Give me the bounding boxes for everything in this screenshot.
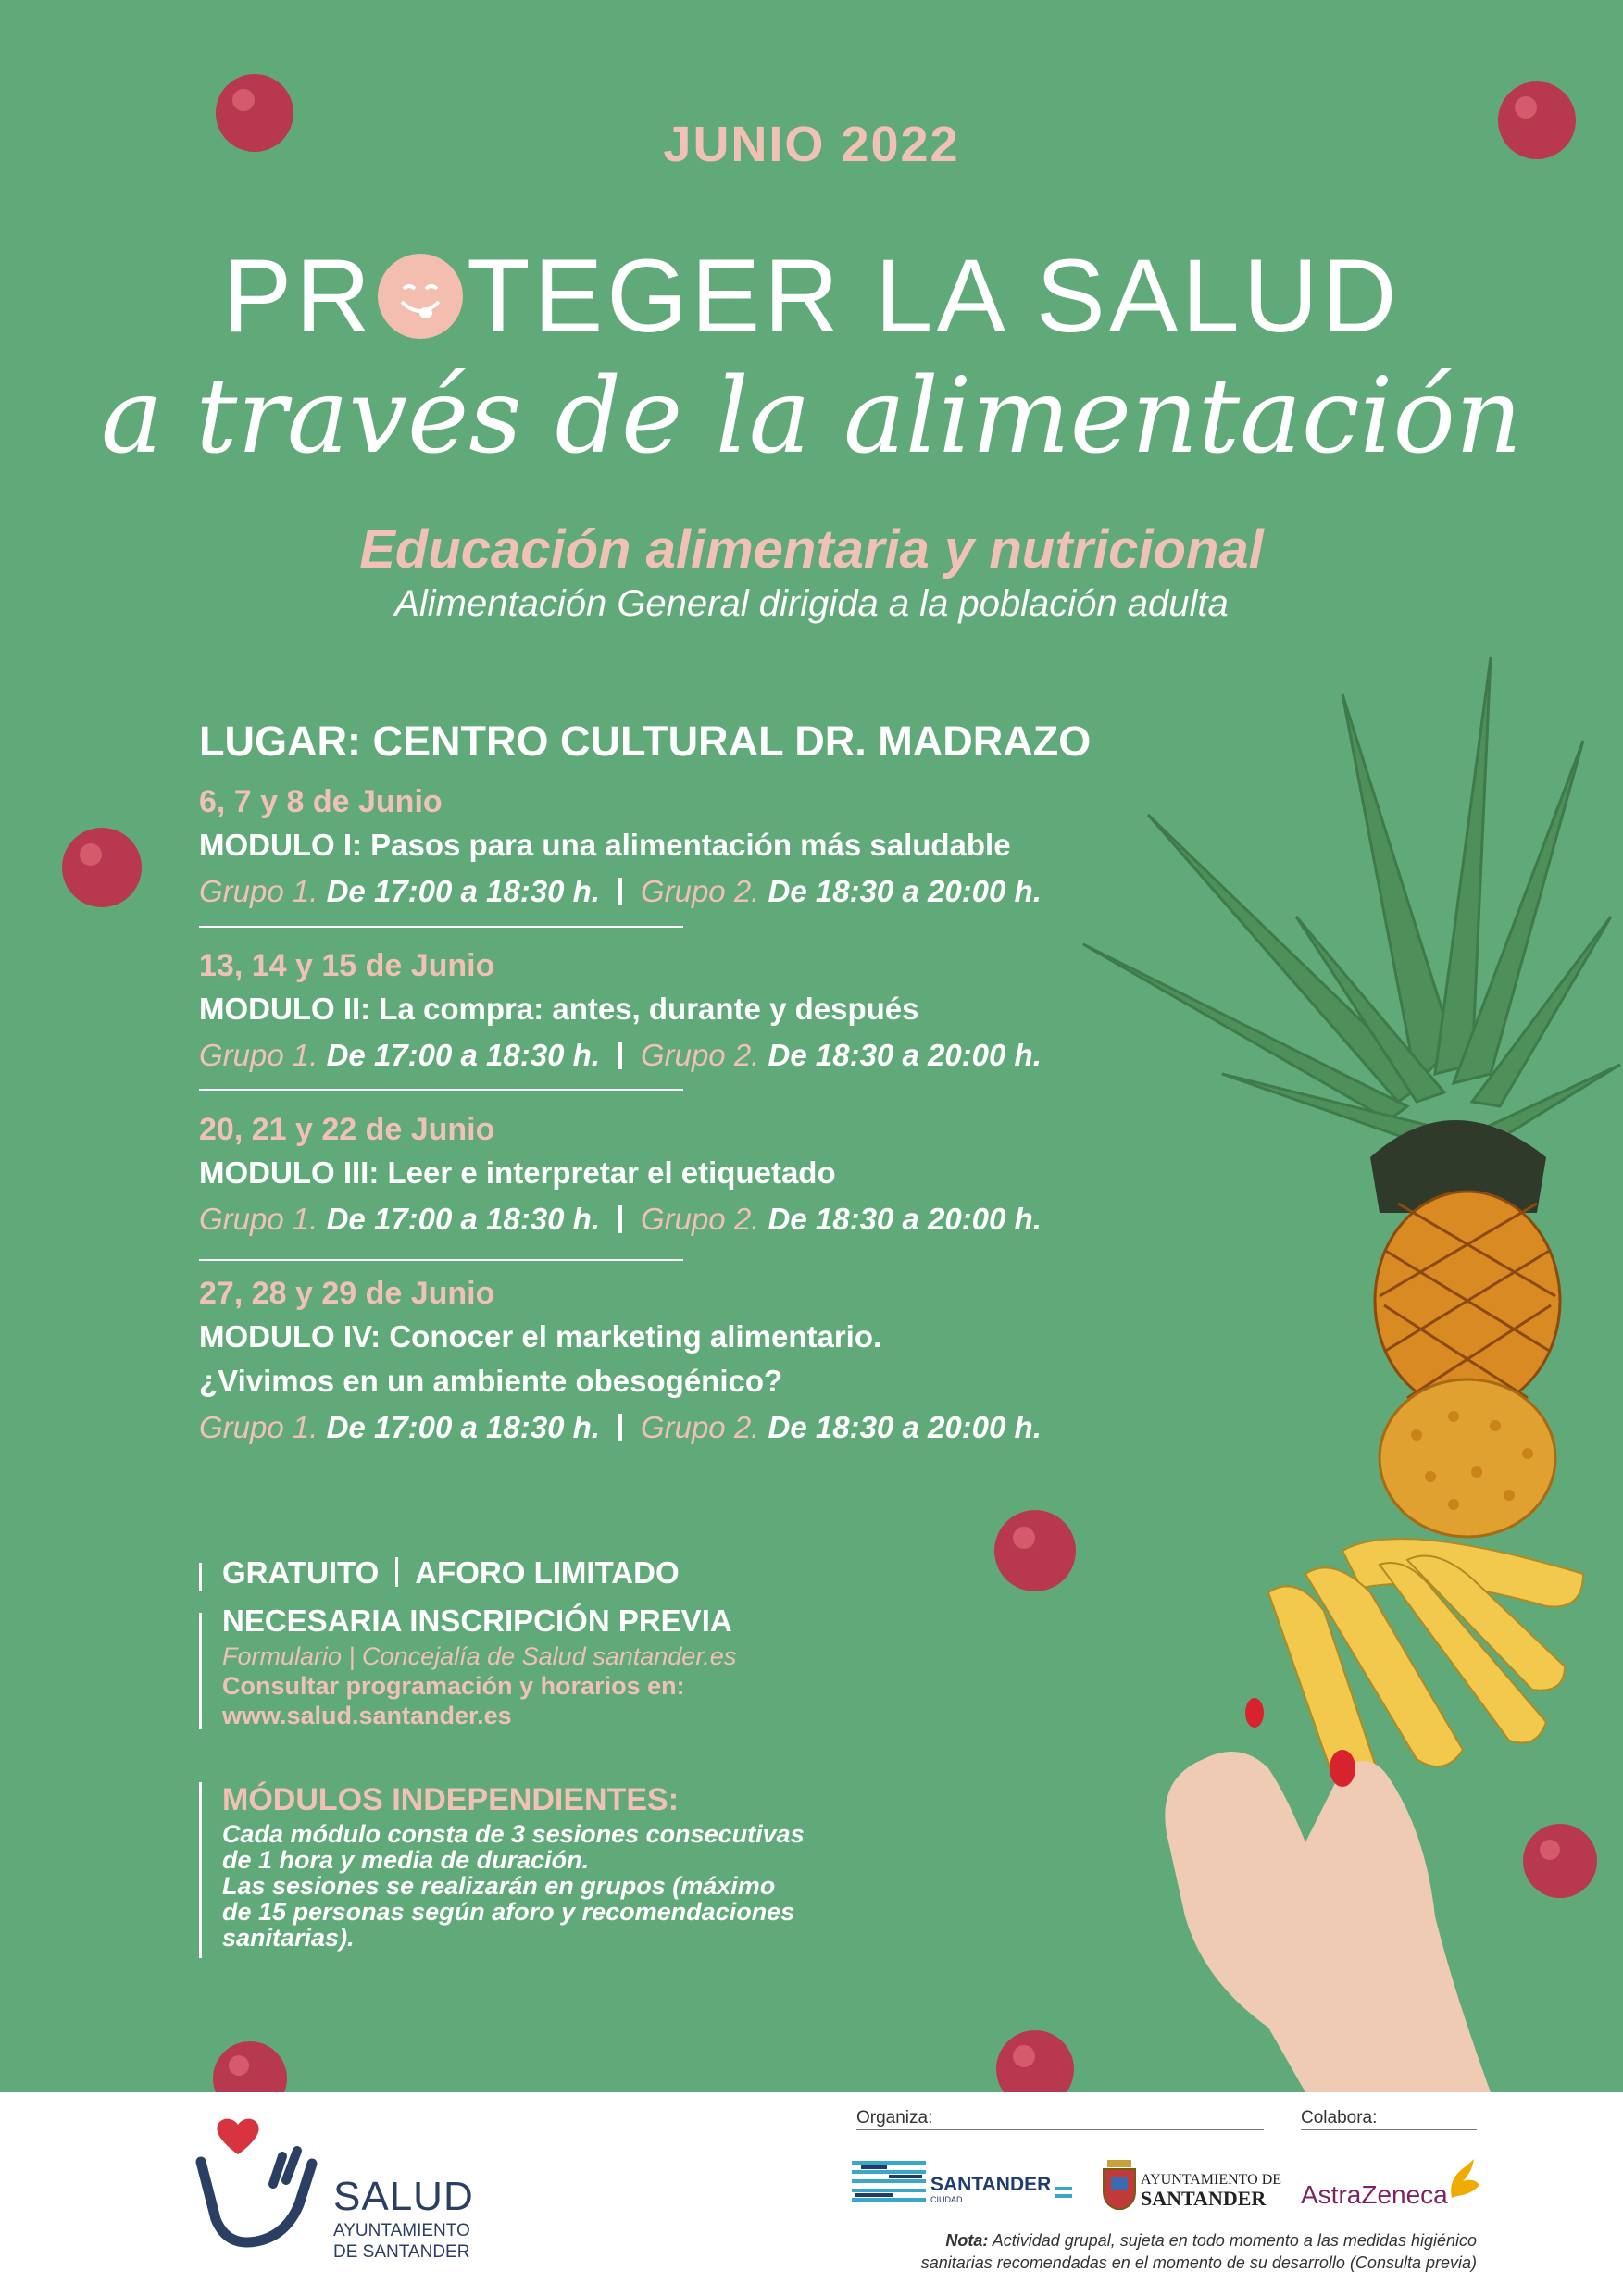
website-link[interactable]: www.salud.santander.es: [222, 1702, 512, 1729]
registration-required: NECESARIA INSCRIPCIÓN PREVIA: [222, 1603, 732, 1638]
module-2: [199, 944, 1199, 1079]
divider: [618, 1042, 622, 1069]
capacity-label: AFORO LIMITADO: [415, 1555, 680, 1590]
divider: [618, 1205, 622, 1233]
coat-of-arms-icon: [1102, 2160, 1137, 2210]
program-subheading: Alimentación General dirigida a la población adulta: [394, 583, 1229, 624]
independent-line: Las sesiones se realizarán en grupos (máximo: [222, 1872, 776, 1900]
group-1-time: De 17:00 a 18:30 h.: [326, 1202, 600, 1236]
group-2-label: Grupo 2.: [640, 1410, 760, 1444]
module-3: [199, 1108, 1199, 1243]
group-1-label: Grupo 1.: [199, 874, 318, 908]
santander-logo-subtext: CIUDAD: [930, 2195, 963, 2204]
module-4: [199, 1272, 1199, 1452]
module-title: MODULO IV: Conocer el marketing alimentario.: [199, 1319, 882, 1354]
script-subtitle: a través de la alimentación: [100, 356, 1523, 477]
group-2-label: Grupo 2.: [640, 1038, 760, 1072]
module-schedule: [199, 1404, 1199, 1452]
independent-line: sanitarias).: [222, 1924, 355, 1952]
astrazeneca-swirl-icon: [1446, 2157, 1481, 2202]
smiley-face-icon: [378, 254, 463, 339]
venue-heading: LUGAR: CENTRO CULTURAL DR. MADRAZO: [199, 718, 1092, 765]
group-1-label: Grupo 1.: [199, 1038, 318, 1072]
note-label: Nota:: [945, 2231, 989, 2250]
module-title-line-2: ¿Vivimos en un ambiente obesogénico?: [199, 1364, 783, 1398]
module-schedule: [199, 867, 1199, 916]
lychee-image: [56, 819, 148, 917]
title-part-2: TEGER LA SALUD: [467, 238, 1401, 354]
lychee-image: [204, 2032, 296, 2097]
group-2-time: De 18:30 a 20:00 h.: [768, 1410, 1042, 1444]
title-part-1: PR: [222, 238, 375, 354]
module-title: MODULO III: Leer e interpretar el etiquetado: [199, 1155, 836, 1190]
organiza-label: Organiza:: [856, 2108, 933, 2128]
divider: [1301, 2129, 1477, 2130]
module-title: MODULO II: La compra: antes, durante y después: [199, 992, 919, 1026]
santander-logo-text: SANTANDER: [930, 2174, 1052, 2195]
divider: [618, 1414, 622, 1441]
pricing-capacity-row: [222, 1555, 680, 1591]
module-1: [199, 780, 1199, 916]
group-1-time: De 17:00 a 18:30 h.: [326, 1410, 600, 1444]
divider: [199, 926, 683, 928]
colabora-label: Colabora:: [1301, 2108, 1378, 2128]
footer-note: [824, 2229, 1477, 2274]
program-heading: Educación alimentaria y nutricional: [359, 519, 1264, 580]
module-dates: 20, 21 y 22 de Junio: [199, 1112, 495, 1147]
group-2-time: De 18:30 a 20:00 h.: [768, 1202, 1042, 1236]
divider: [856, 2129, 1264, 2130]
module-title: MODULO I: Pasos para una alimentación más saludable: [199, 828, 1011, 862]
independent-line: Cada módulo consta de 3 sesiones consecutivas: [222, 1820, 805, 1848]
divider: [618, 878, 622, 905]
astrazeneca-logo-text: AstraZeneca: [1301, 2180, 1448, 2209]
free-label: GRATUITO: [222, 1555, 380, 1590]
group-1-time: De 17:00 a 18:30 h.: [326, 874, 600, 908]
group-2-time: De 18:30 a 20:00 h.: [768, 874, 1042, 908]
note-line-2: sanitarias recomendadas en el momento de su desarrollo (Consulta previa): [920, 2253, 1477, 2272]
santander-ciudad-logo-graphic: [852, 2157, 928, 2209]
group-2-label: Grupo 2.: [640, 874, 760, 908]
salud-logo-subtext: [333, 2220, 470, 2263]
module-dates: 27, 28 y 29 de Junio: [199, 1276, 495, 1311]
group-1-label: Grupo 1.: [199, 1410, 318, 1444]
ayuntamiento-logo-bottom: SANTANDER: [1141, 2187, 1267, 2210]
divider: [199, 1782, 202, 1958]
module-dates: 13, 14 y 15 de Junio: [199, 948, 495, 983]
independent-line: de 1 hora y media de duración.: [222, 1846, 590, 1874]
santander-logo-bars: [1055, 2159, 1074, 2205]
event-date-heading: JUNIO 2022: [663, 117, 960, 172]
consult-text: Consultar programación y horarios en:: [222, 1672, 685, 1700]
salud-hand-heart-logo: [190, 2115, 329, 2254]
registration-form-text: Formulario | Concejalía de Salud santander.es: [222, 1642, 737, 1670]
independent-line: de 15 personas según aforo y recomendaciones: [222, 1898, 795, 1926]
divider: [199, 1563, 202, 1591]
note-line-1: Actividad grupal, sujeta en todo momento a las medidas higiénico: [992, 2231, 1477, 2250]
module-dates: 6, 7 y 8 de Junio: [199, 784, 443, 819]
divider: [199, 1259, 683, 1261]
module-schedule: [199, 1031, 1199, 1079]
ayuntamiento-logo-top: AYUNTAMIENTO DE: [1141, 2172, 1282, 2188]
divider: [395, 1557, 398, 1587]
salud-logo-text: SALUD: [333, 2174, 474, 2219]
group-1-label: Grupo 1.: [199, 1202, 318, 1236]
module-schedule: [199, 1195, 1199, 1243]
santander-line: DE SANTANDER: [333, 2242, 470, 2262]
group-1-time: De 17:00 a 18:30 h.: [326, 1038, 600, 1072]
divider: [199, 1613, 202, 1729]
group-2-time: De 18:30 a 20:00 h.: [768, 1038, 1042, 1072]
ayuntamiento-line: AYUNTAMIENTO: [333, 2221, 470, 2240]
divider: [199, 1089, 683, 1091]
main-title: [0, 236, 1623, 356]
group-2-label: Grupo 2.: [640, 1202, 760, 1236]
independent-modules-title: MÓDULOS INDEPENDIENTES:: [222, 1782, 680, 1817]
